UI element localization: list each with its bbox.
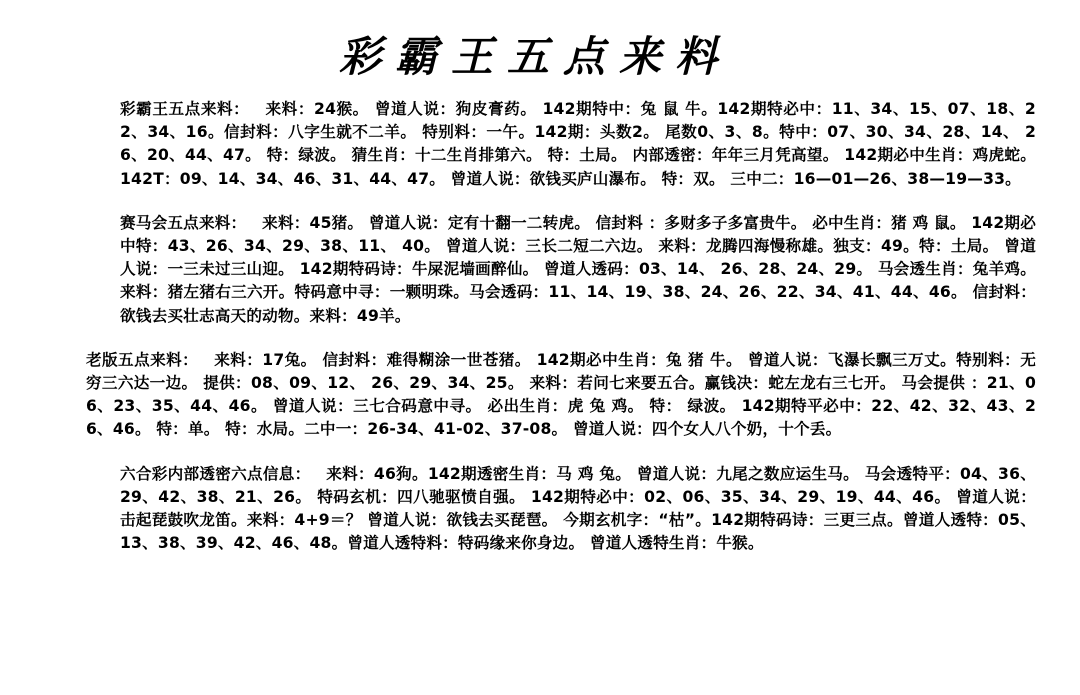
section-caibawang	[34, 98, 1036, 191]
section-heading: 赛马会五点来料：	[120, 213, 247, 232]
section-heading: 六合彩内部透密六点信息：	[120, 464, 311, 483]
page-title: 彩霸王五点来料	[338, 32, 731, 81]
section-heading: 老版五点来料：	[86, 350, 199, 369]
section-body: 来料：24猴。 曾道人说：狗皮膏药。 142期特中：兔 鼠 牛。142期特必中：11、34、15、07、18、22、34、16。信封料：八字生就不二羊。 特别料：一午。142期：头数2。 尾数0、3、8。特中：07、30、34、28、14、 26、20、44、47。 特：绿波。 猜生肖：十二生肖排第六。 特：土局。 内部透密：年年三月凭高望。 142期必中生肖：鸡虎蛇。142T：09、14、34、46、31、44、47。 曾道人说：欲钱买庐山瀑布。 特：双。 三中二：16—01—26、38—19—33。	[120, 100, 1036, 188]
section-liuhecai	[34, 463, 1036, 556]
section-body: 来料：45猪。 曾道人说：定有十翻一二转虎。 信封料 ：多财多子多富贵牛。 必中生肖：猪 鸡 鼠。 142期必中特：43、26、34、29、38、11、 40。 曾道人说：三长二短二六边。 来料：龙腾四海慢称雄。独支：49。特：土局。 曾道人说：一三未过三山迎。 142期特码诗：牛屎泥墙画醉仙。 曾道人透码：03、14、 26、28、24、29。 马会透生肖：兔羊鸡。来料：猪左猪右三六开。特码意中寻：一颗明珠。马会透码：11、14、19、38、24、26、22、34、41、44、46。 信封料：欲钱去买壮志高天的动物。来料：49羊。	[120, 213, 1036, 325]
section-body: 来料：17兔。 信封料：难得糊涂一世苍猪。 142期必中生肖：兔 猪 牛。 曾道人说：飞瀑长飘三万丈。特别料：无穷三六达一边。 提供：08、09、12、 26、29、34、25。 来料：若问七来要五合。赢钱决：蛇左龙右三七开。 马会提供 ：21、06、23、35、44、46。 曾道人说：三七合码意中寻。 必出生肖：虎 兔 鸡。 特： 绿波。 142期特平必中：22、42、32、43、26、46。 特：单。 特：水局。二中一：26-34、41-02、37-08。 曾道人说：四个女人八个奶，十个丢。	[86, 350, 1036, 439]
section-body: 来料：46狗。142期透密生肖：马 鸡 兔。 曾道人说：九尾之数应运生马。 马会透特平：04、36、29、42、38、21、26。 特码玄机：四八驰驱愤自强。 142期特必中：02、06、35、34、29、19、44、46。 曾道人说：击起琵鼓吹龙笛。来料：4+9＝？ 曾道人说：欲钱去买琵琶。 今期玄机字：“枯”。142期特码诗：三更三点。曾道人透特：05、13、38、39、42、46、48。曾道人透特料：特码缘来你身边。 曾道人透特生肖：牛猴。	[120, 464, 1036, 553]
section-laoban	[34, 349, 1036, 442]
section-heading: 彩霸王五点来料：	[120, 100, 250, 118]
section-saimahui	[34, 212, 1036, 328]
